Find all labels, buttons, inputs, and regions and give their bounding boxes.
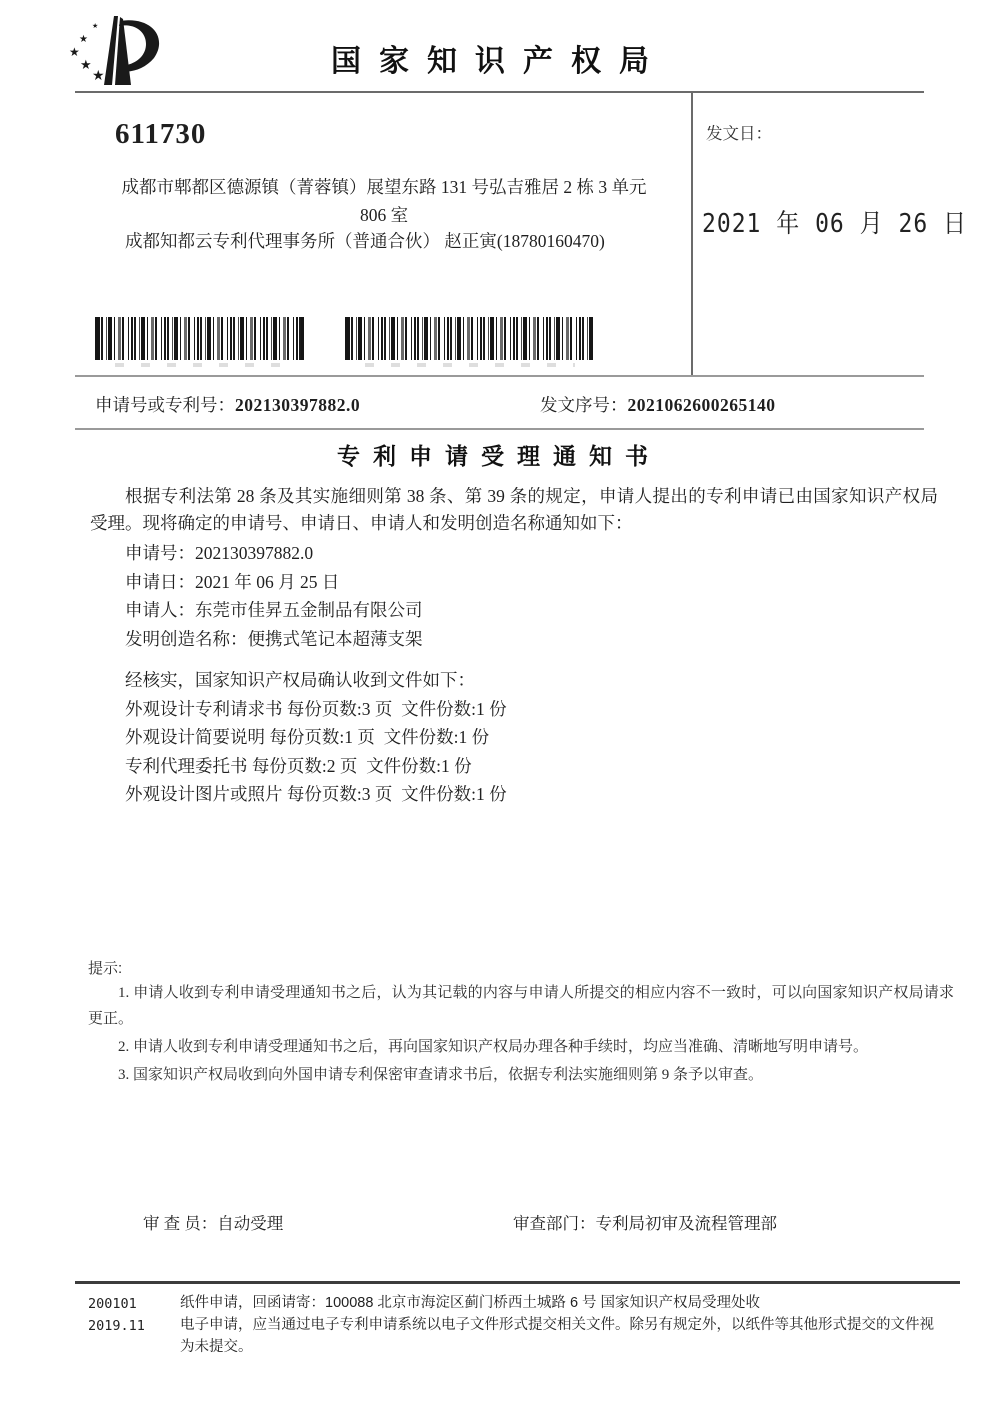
application-fields (125, 539, 423, 653)
tip-item: 1. 申请人收到专利申请受理通知书之后，认为其记载的内容与申请人所提交的相应内容不一致时，可以向国家知识产权局请求更正。 (88, 985, 954, 1027)
notice-title: 专利申请受理通知书 (337, 444, 661, 469)
serial-number-value: 2021062600265140 (627, 395, 776, 415)
department-label: 审查部门： (513, 1214, 596, 1233)
field-application-date: 申请日：2021 年 06 月 25 日 (125, 571, 340, 592)
tip-item: 3. 国家知识产权局收到向外国申请专利保密审查请求书后，依据专利法实施细则第 9 条予以审查。 (118, 1067, 764, 1083)
svg-text:★: ★ (80, 58, 92, 73)
department-row (513, 1210, 777, 1234)
field-applicant: 申请人：东莞市佳昇五金制品有限公司 (125, 600, 423, 620)
received-intro: 经核实，国家知识产权局确认收到文件如下： (125, 670, 475, 690)
ref-row-divider (75, 428, 924, 430)
footer-efiling-note: 电子申请，应当通过电子专利申请系统以电子文件形式提交相关文件。除另有规定外，以纸件等其他形式提交的文件视为未提交。 (180, 1317, 934, 1355)
application-number-label: 申请号或专利号： (95, 395, 235, 415)
patent-agency-line: 成都知都云专利代理事务所（普通合伙） 赵正寅(18780160470) (125, 231, 605, 251)
postal-code: 611730 (115, 118, 207, 150)
form-version-date: 2019.11 (88, 1318, 145, 1334)
examiner-row (143, 1210, 283, 1234)
received-documents (125, 666, 507, 809)
received-file-item: 外观设计图片或照片 每份页数:3 页 文件份数:1 份 (125, 784, 507, 804)
received-file-item: 外观设计专利请求书 每份页数:3 页 文件份数:1 份 (125, 698, 507, 719)
agency-title: 国家知识产权局 (331, 45, 667, 78)
notice-intro-paragraph: 根据专利法第 28 条及其实施细则第 38 条、第 39 条的规定，申请人提出的专利申请已由国家知识产权局受理。现将确定的申请号、申请日、申请人和发明创造名称通知如下： (90, 486, 938, 533)
barcode-right-digits (365, 363, 575, 367)
footer-divider (75, 1281, 960, 1284)
svg-text:★: ★ (79, 34, 88, 45)
header-divider (75, 91, 924, 93)
footer-paper-filing-note: 纸件申请，回函请寄：100088 北京市海淀区蓟门桥西土城路 6 号 国家知识产权局受理处收 (180, 1295, 761, 1311)
dispatch-date-value: 2021 年 06 月 26 日 (702, 209, 968, 239)
received-file-item: 专利代理委托书 每份页数:2 页 文件份数:1 份 (125, 755, 472, 776)
department-value: 专利局初审及流程管理部 (595, 1214, 777, 1233)
tip-item: 2. 申请人收到专利申请受理通知书之后，再向国家知识产权局办理各种手续时，均应当准确、清晰地写明申请号。 (118, 1039, 869, 1055)
recipient-address-line1: 成都市郫都区德源镇（菁蓉镇）展望东路 131 号弘吉雅居 2 栋 3 单元 (121, 177, 647, 197)
barcode-right (345, 317, 593, 360)
received-file-item: 外观设计简要说明 每份页数:1 页 文件份数:1 份 (125, 727, 490, 747)
form-codes (88, 1293, 168, 1337)
application-number-row (95, 392, 360, 417)
tips-list (88, 980, 954, 1090)
dispatch-date-label: 发文日： (706, 124, 772, 143)
application-number-value: 202130397882.0 (235, 395, 361, 415)
recipient-address-line2: 806 室 (359, 205, 409, 225)
field-application-number: 申请号：202130397882.0 (125, 543, 314, 563)
field-invention-title: 发明创造名称：便携式笔记本超薄支架 (125, 628, 423, 649)
svg-text:★: ★ (69, 45, 80, 59)
date-box-divider (691, 91, 693, 377)
barcode-left (95, 317, 304, 360)
serial-number-row (540, 392, 776, 417)
svg-text:★: ★ (92, 68, 105, 84)
serial-number-label: 发文序号： (540, 395, 628, 415)
examiner-label: 审 查 员： (143, 1214, 218, 1233)
svg-text:★: ★ (92, 22, 99, 30)
footer-notes (180, 1292, 942, 1358)
barcode-row-divider (75, 375, 924, 377)
barcode-left-digits (115, 363, 285, 367)
examiner-value: 自动受理 (217, 1214, 284, 1233)
tips-heading: 提示: (88, 960, 123, 977)
form-code: 200101 (88, 1296, 137, 1312)
